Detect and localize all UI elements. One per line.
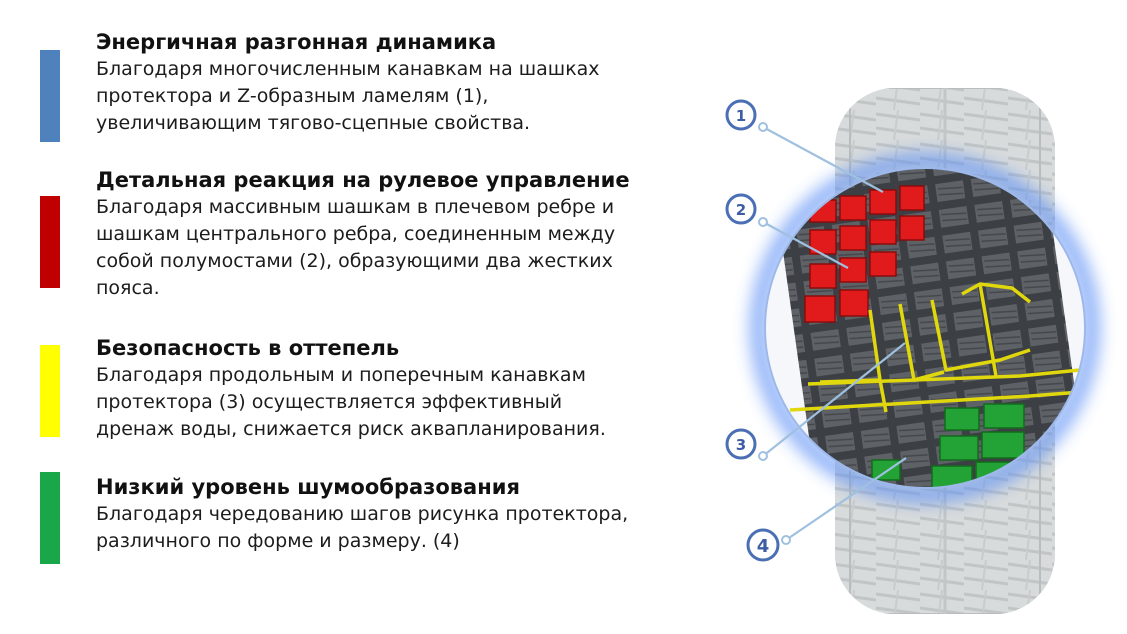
feature-line: различного по форме и размеру. (4) — [96, 530, 460, 552]
feature-acceleration — [96, 29, 676, 137]
feature-line: пояса. — [96, 277, 160, 299]
feature-line: протектора и Z-образным ламелям (1), — [96, 85, 489, 107]
leader-dot — [759, 452, 767, 460]
feature-line: шашкам центрального ребра, соединенным между — [96, 223, 616, 245]
callout-number: 3 — [735, 436, 747, 454]
callout-1 — [727, 101, 755, 129]
callout-4 — [748, 530, 778, 560]
feature-line: Благодаря чередованию шагов рисунка протектора, — [96, 503, 629, 525]
feature-line: увеличивающим тягово-сцепные свойства. — [96, 112, 531, 134]
blue-color-bar — [40, 50, 60, 142]
leader-dot — [782, 536, 790, 544]
red-color-bar — [40, 196, 60, 288]
feature-line: Благодаря продольным и поперечным канавкам — [96, 364, 586, 386]
callout-number: 2 — [735, 201, 747, 219]
tire-illustration — [700, 80, 1120, 620]
leader-dot — [759, 123, 767, 131]
feature-title: Энергичная разгонная динамика — [96, 30, 497, 54]
feature-thaw-safety — [96, 335, 676, 443]
feature-steering — [96, 167, 676, 302]
callout-number: 1 — [735, 107, 747, 125]
callout-2 — [727, 195, 755, 223]
callout-number: 4 — [756, 536, 770, 557]
feature-line: дренаж воды, снижается риск аквапланирования. — [96, 418, 606, 440]
callout-3 — [727, 430, 755, 458]
feature-title: Безопасность в оттепель — [96, 336, 400, 360]
yellow-color-bar — [40, 345, 60, 437]
feature-line: Благодаря массивным шашкам в плечевом ребре и — [96, 196, 615, 218]
green-color-bar — [40, 472, 60, 564]
feature-low-noise — [96, 474, 676, 555]
leader-dot — [759, 218, 767, 226]
feature-line: Благодаря многочисленным канавкам на шашках — [96, 58, 600, 80]
feature-line: собой полумостами (2), образующими два жестких — [96, 250, 613, 272]
feature-title: Низкий уровень шумообразования — [96, 475, 520, 499]
feature-line: протектора (3) осуществляется эффективный — [96, 391, 563, 413]
feature-title: Детальная реакция на рулевое управление — [96, 168, 630, 192]
